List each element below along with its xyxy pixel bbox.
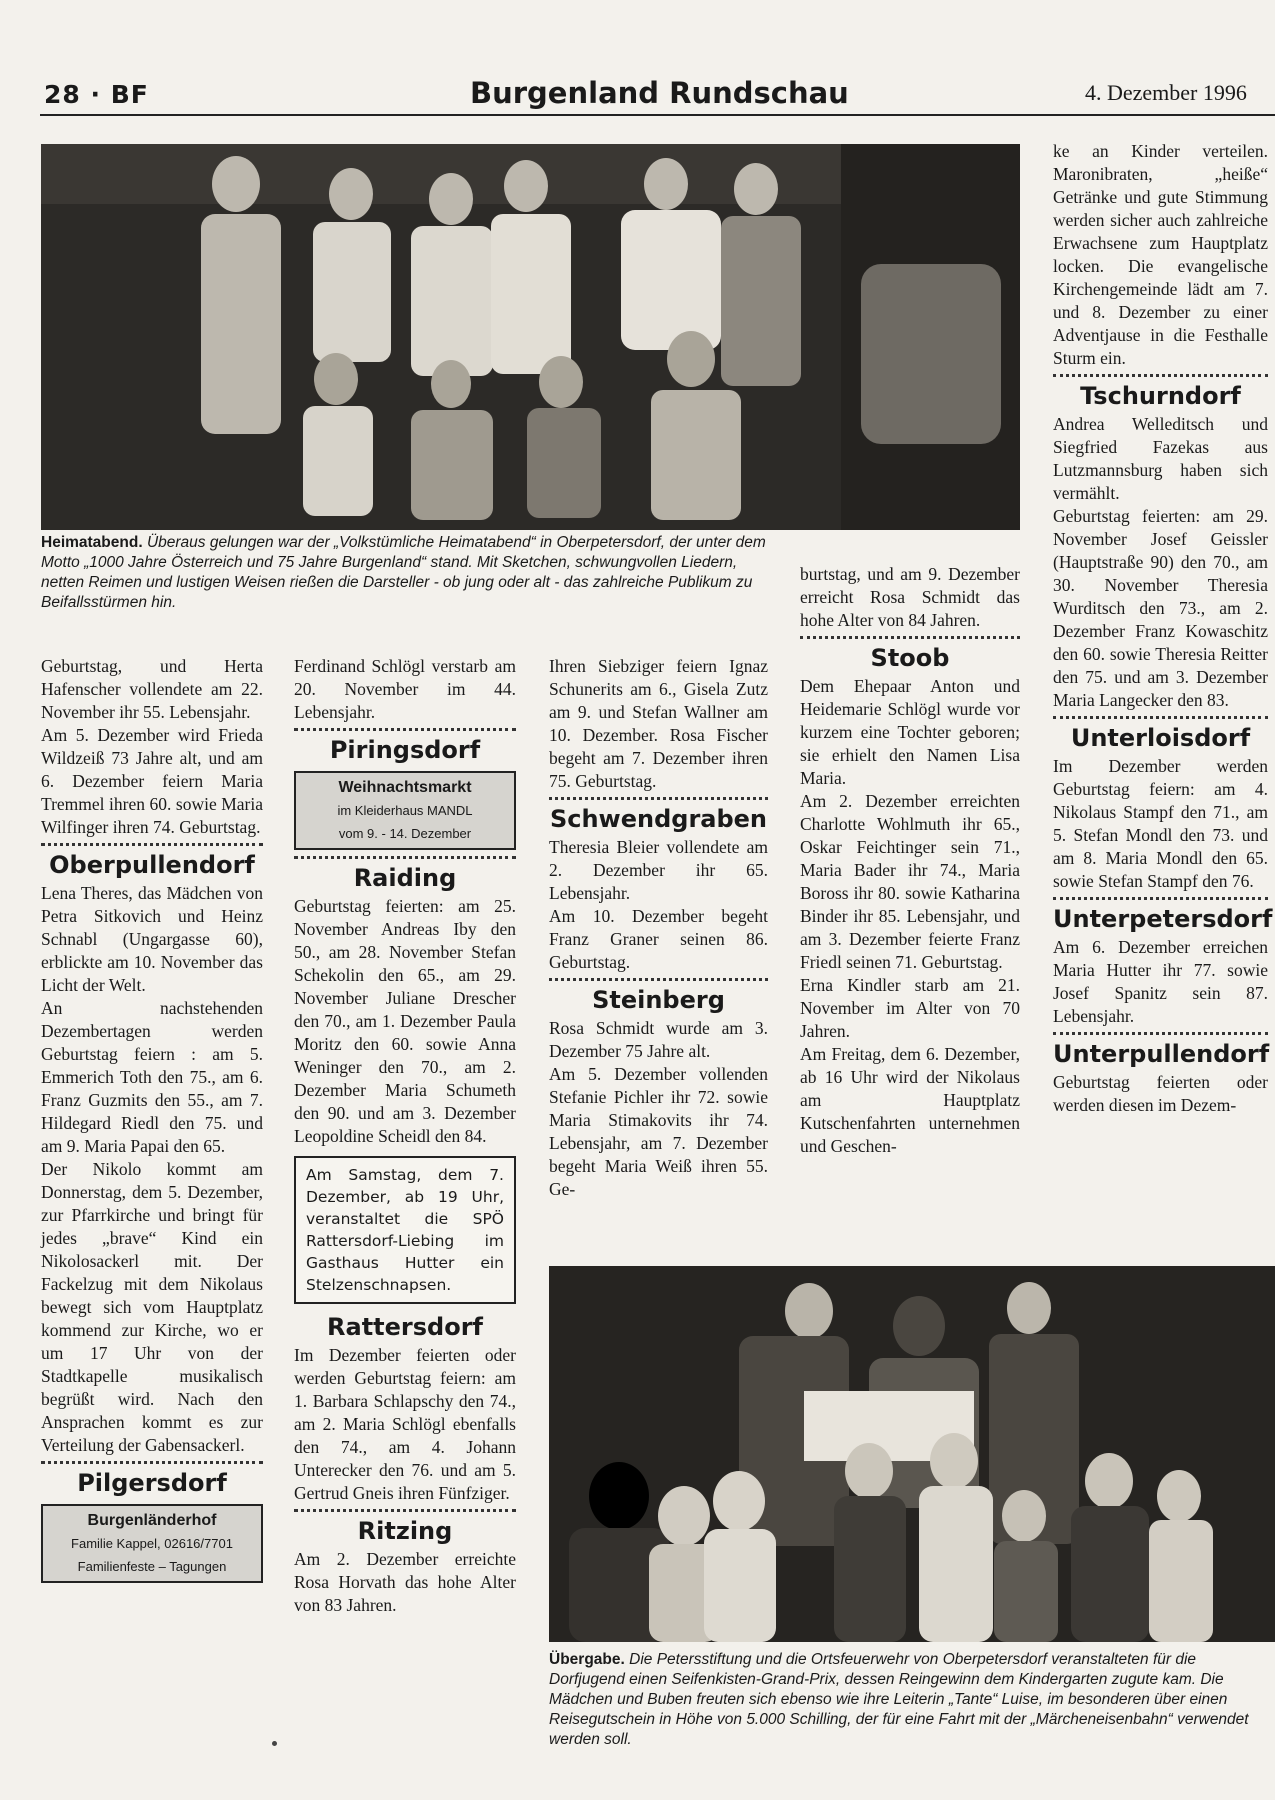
- town-heading-tschurndorf: Tschurndorf: [1080, 382, 1241, 410]
- col3-paragraph-4: Rosa Schmidt wurde am 3. Dezember 75 Jahre alt.: [549, 1018, 768, 1061]
- col4-paragraph-5: Am Freitag, dem 6. Dezember, ab 16 Uhr wird der Nikolaus am Hauptplatz Kutschenfahrten unternehmen und Geschen-: [800, 1044, 1020, 1156]
- col4-paragraph-1: burtstag, und am 9. Dezember erreicht Rosa Schmidt das hohe Alter von 84 Jahren.: [800, 564, 1020, 630]
- caption-heimatabend-text: Überaus gelungen war der „Volkstümliche Heimatabend“ in Oberpetersdorf, der unter dem Motto „1000 Jahre Österreich und 75 Jahre Burgenland“ stand. Mit Sketchen, schwungvollen Liedern, netten Reimen und lustigen Weisen rießen die Darsteller - ob jung oder alt - das zahlreiche Publikum zu Beifallsstürmen hin.: [41, 534, 766, 611]
- col5-paragraph-1: ke an Kinder verteilen. Maronibraten, „heiße“ Getränke und gute Stimmung werden sicher auch zahlreiche Erwachsene zum Hauptplatz locken. Die evangelische Kirchengemeinde lädt am 7. und 8. Dezember zu einer Adventjause in die Festhalle Sturm ein.: [1053, 141, 1268, 368]
- town-heading-pilgersdorf: Pilgersdorf: [77, 1469, 227, 1497]
- ad-weihnachtsmarkt-line-2: vom 9. - 14. Dezember: [338, 826, 472, 841]
- section-divider: [294, 856, 516, 859]
- col3-paragraph-1: Ihren Siebziger feiern Ignaz Schunerits am 6., Gisela Zutz am 9. und Stefan Wallner am 10. Dezember. Rosa Fischer begeht am 7. Dezember ihren 75. Geburtstag.: [549, 656, 768, 791]
- photo-heimatabend-image: [41, 144, 1020, 530]
- col5-paragraph-3: Geburtstag feierten: am 29. November Josef Geissler (Hauptstraße 90) den 70., am 30. November Theresia Wurditsch den 73., am 2. Dezember Franz Kowaschitz den 60. sowie Theresia Reitter den 75. und am 3. Dezember Maria Langecker den 83.: [1053, 506, 1268, 710]
- caption-heimatabend: [41, 533, 769, 613]
- photo-heimatabend: [41, 144, 1020, 530]
- ad-weihnachtsmarkt-title: Weihnachtsmarkt: [338, 779, 472, 796]
- col4-paragraph-3: Am 2. Dezember erreichten Charlotte Wohlmuth ihr 65., Oskar Feichtinger sein 71., Maria Bader ihr 74., Maria Boross ihr 80. sowie Katharina Binder ihr 85. Lebensjahr, und am 3. Dezember feierte Franz Friedl seinen 71. Geburtstag.: [800, 791, 1020, 972]
- town-heading-piringsdorf: Piringsdorf: [329, 736, 481, 764]
- section-divider: [41, 1461, 263, 1464]
- col2-paragraph-4: Am 2. Dezember erreichte Rosa Horvath das hohe Alter von 83 Jahren.: [294, 1549, 516, 1615]
- ad-burgenlaenderhof-line-2: Familienfeste – Tagungen: [77, 1559, 227, 1574]
- col2-paragraph-1: Ferdinand Schlögl verstarb am 20. November im 44. Lebensjahr.: [294, 656, 516, 722]
- col5-paragraph-6: Geburtstag feierten oder werden diesen im Dezem-: [1053, 1072, 1268, 1115]
- col1-paragraph-4: An nachstehenden Dezembertagen werden Geburtstag feiern : am 5. Emmerich Toth den 75., am 6. Franz Guzmits den 55., am 7. Hildegard Riedl den 75. und am 9. Maria Papai den 65.: [41, 998, 263, 1156]
- ad-weihnachtsmarkt: [294, 771, 516, 850]
- col5-paragraph-2: Andrea Welleditsch und Siegfried Fazekas aus Lutzmannsburg haben sich vermählt.: [1053, 414, 1268, 503]
- col5-paragraph-4: Im Dezember werden Geburtstag feiern: am 4. Nikolaus Stampf den 71., am 5. Stefan Mondl den 73. und am 8. Maria Mondl den 65. sowie Stefan Stampf den 76.: [1053, 756, 1268, 891]
- ad-burgenlaenderhof: [41, 1504, 263, 1583]
- section-divider: [41, 843, 263, 846]
- caption-uebergabe: [549, 1650, 1275, 1750]
- section-divider: [1053, 374, 1268, 377]
- notice-stelzenschnapsen: Am Samstag, dem 7. Dezember, ab 19 Uhr, veranstaltet die SPÖ Rattersdorf-Liebing im Gasthaus Hutter ein Stelzenschnapsen.: [294, 1156, 516, 1304]
- col1-paragraph-1: Geburtstag, und Herta Hafenscher vollendete am 22. November ihr 55. Lebensjahr.: [41, 656, 263, 722]
- column-5: [1053, 140, 1273, 1117]
- col1-paragraph-5: Der Nikolo kommt am Donnerstag, dem 5. Dezember, zur Pfarrkirche und bringt für jedes „brave“ Kind ein Nikolosackerl mit. Der Fackelzug mit dem Nikolaus bewegt sich vom Hauptplatz kommend zur Kirche, wo er um 17 Uhr von der Stadtkapelle musikalisch begrüßt wird. Nach den Ansprachen kommt es zur Verteilung der Gabensackerl.: [41, 1159, 263, 1455]
- col2-paragraph-3: Im Dezember feierten oder werden Geburtstag feiern: am 1. Barbara Schlapschy den 74., am 2. Maria Schlögl ebenfalls den 74., am 4. Johann Unterecker den 76. und am 5. Gertrud Gneis ihren Fünfziger.: [294, 1345, 516, 1503]
- town-heading-steinberg: Steinberg: [592, 986, 725, 1014]
- col3-paragraph-2: Theresia Bleier vollendete am 2. Dezember ihr 65. Lebensjahr.: [549, 837, 768, 903]
- town-heading-unterloisdorf: Unterloisdorf: [1070, 724, 1251, 752]
- section-divider: [549, 797, 768, 800]
- column-2: [294, 655, 516, 1617]
- header-rule: [40, 114, 1275, 116]
- caption-heimatabend-lead: Heimatabend.: [41, 534, 143, 551]
- town-heading-stoob: Stoob: [870, 644, 950, 672]
- section-divider: [294, 728, 516, 731]
- photo-uebergabe-image: [549, 1266, 1275, 1642]
- column-4: [800, 563, 1020, 1158]
- caption-uebergabe-lead: Übergabe.: [549, 1651, 625, 1668]
- column-3: [549, 655, 768, 1201]
- town-heading-unterpullendorf: Unterpullendorf: [1053, 1040, 1270, 1068]
- caption-uebergabe-text: Die Petersstiftung und die Ortsfeuerwehr von Oberpetersdorf veranstalteten für die Dorfjugend einen Seifenkisten-Grand-Prix, dessen Reingewinn dem Kindergarten zugute kam. Die Mädchen und Buben freuten sich ebenso wie ihre Leiterin „Tante“ Luise, im besonderen über einen Reisegutschein in Höhe von 5.000 Schilling, der für eine Fahrt mit der „Märcheneisenbahn“ verwendet werden soll.: [549, 1651, 1249, 1748]
- town-heading-oberpullendorf: Oberpullendorf: [49, 851, 255, 879]
- col1-paragraph-2: Am 5. Dezember wird Frieda Wildzeiß 73 Jahre alt, und am 6. Dezember feiern Maria Tremmel ihren 60. sowie Maria Wilfinger ihren 74. Geburtstag.: [41, 725, 263, 837]
- photo-uebergabe: [549, 1266, 1275, 1642]
- col3-paragraph-3: Am 10. Dezember begeht Franz Graner seinen 86. Geburtstag.: [549, 906, 768, 972]
- ad-burgenlaenderhof-line-1: Familie Kappel, 02616/7701: [71, 1536, 233, 1551]
- ad-burgenlaenderhof-title: Burgenländerhof: [87, 1512, 217, 1529]
- section-divider: [1053, 897, 1268, 900]
- town-heading-raiding: Raiding: [353, 864, 457, 892]
- town-heading-rattersdorf: Rattersdorf: [327, 1313, 483, 1341]
- town-heading-ritzing: Ritzing: [357, 1517, 453, 1545]
- section-divider: [1053, 716, 1268, 719]
- bullet-dot: [272, 1741, 277, 1746]
- column-1: [41, 655, 263, 1589]
- col3-paragraph-5: Am 5. Dezember vollenden Stefanie Pichler ihr 72. sowie Maria Stimakovits ihr 74. Lebensjahr, am 7. Dezember begeht Maria Weiß ihren 55. Ge-: [549, 1064, 768, 1199]
- col1-paragraph-3: Lena Theres, das Mädchen von Petra Sitkovich und Heinz Schnabl (Ungargasse 60), erblickte am 10. November das Licht der Welt.: [41, 883, 263, 995]
- newspaper-title: Burgenland Rundschau: [470, 76, 849, 110]
- col5-paragraph-5: Am 6. Dezember erreichen Maria Hutter ihr 77. sowie Josef Spanitz sein 87. Lebensjahr.: [1053, 937, 1268, 1026]
- col4-paragraph-2: Dem Ehepaar Anton und Heidemarie Schlögl wurde vor kurzem eine Tochter geboren; sie erhielt den Namen Lisa Maria.: [800, 676, 1020, 788]
- col4-paragraph-4: Erna Kindler starb am 21. November im Alter von 70 Jahren.: [800, 975, 1020, 1041]
- section-divider: [800, 636, 1020, 639]
- town-heading-schwendgraben: Schwendgraben: [549, 805, 768, 833]
- page-number: 28 · BF: [44, 80, 149, 109]
- section-divider: [294, 1509, 516, 1512]
- col2-paragraph-2: Geburtstag feierten: am 25. November Andreas Iby den 50., am 28. November Stefan Schekolin den 65., am 29. November Juliane Drescher den 70., am 1. Dezember Paula Moritz den 60. sowie Anna Weninger den 70., am 2. Dezember Maria Schumeth den 90. und am 3. Dezember Leopoldine Scheidl den 84.: [294, 896, 516, 1146]
- issue-date: 4. Dezember 1996: [1085, 80, 1247, 105]
- ad-weihnachtsmarkt-line-1: im Kleiderhaus MANDL: [337, 803, 473, 818]
- town-heading-unterpetersdorf: Unterpetersdorf: [1053, 905, 1273, 933]
- section-divider: [549, 978, 768, 981]
- section-divider: [1053, 1032, 1268, 1035]
